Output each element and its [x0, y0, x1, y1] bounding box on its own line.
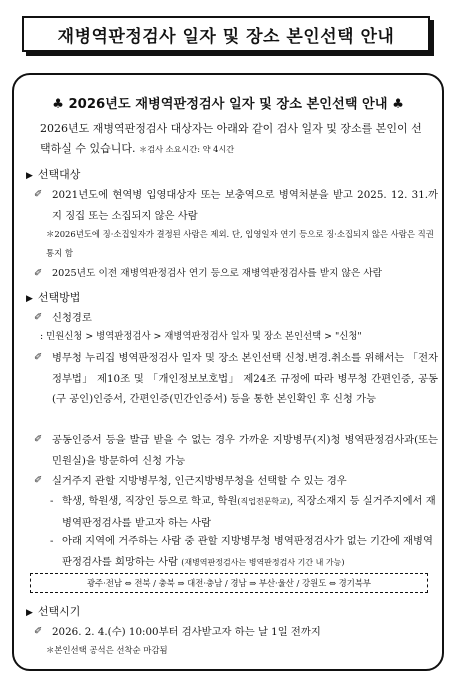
item-text: 신청경로 [52, 312, 92, 324]
dash-text: 학생, 학원생, 직장인 등으로 학교, 학원(직업전문학교), 직장소재지 등 실거주지에서 재병역판정검사를 받고자 하는 사람 [62, 495, 436, 529]
intro-text: 2026년도 재병역판정검사 대상자는 아래와 같이 검사 일자 및 장소를 본인이 선택하실 수 있습니다. [40, 122, 422, 155]
section-label: 선택방법 [37, 291, 81, 304]
section-target-heading [26, 166, 80, 182]
page-title: 재병역판정검사 일자 및 장소 본인선택 안내 [22, 16, 430, 52]
method-dash-1: - 학생, 학원생, 직장인 등으로 학교, 학원(직업전문학교), 직장소재지 등 실거주지에서 재병역판정검사를 받고자 하는 사람 [50, 491, 438, 533]
item-text: 2025년도 이전 재병역판정검사 연기 등으로 재병역판정검사를 받지 않은 사람 [52, 268, 383, 279]
triangle-bullet-icon: ▶ [26, 171, 33, 181]
method-item-3 [34, 430, 438, 471]
section-label: 선택대상 [37, 168, 81, 181]
pen-bullet-icon: ✐ [34, 434, 43, 445]
pen-bullet-icon: ✐ [34, 189, 43, 200]
intro-paragraph [40, 119, 432, 159]
item-text: 병무청 누리집 병역판정검사 일자 및 장소 본인선택 신청.변경.취소를 위해서는 「전자정부법」 제10조 및 「개인정보보호법」 제24조 규정에 따라 병무청 간편인증, 공동(구 공인)인증서, 간편인증(민간인증서) 등을 통한 본인확인 후 신청 가능 [52, 352, 438, 405]
pen-bullet-icon: ✐ [34, 626, 43, 637]
section-method-heading [26, 289, 80, 305]
section-label: 선택시기 [37, 605, 81, 618]
method-item-2 [34, 348, 438, 410]
dash-text: 아래 지역에 거주하는 사람 중 관할 지방병무청 병역판정검사가 없는 기간에 재병역판정검사를 희망하는 사람 (재병역판정검사는 병역판정검사 기간 내 가능) [62, 535, 433, 568]
triangle-bullet-icon: ▶ [26, 608, 33, 618]
pen-bullet-icon: ✐ [34, 268, 43, 279]
period-item-1 [34, 622, 438, 643]
section-period-heading [26, 603, 80, 619]
method-dash-2: - 아래 지역에 거주하는 사람 중 관할 지방병무청 병역판정검사가 없는 기간에 재병역판정검사를 희망하는 사람 (재병역판정검사는 병역판정검사 기간 내 가능) [50, 531, 438, 573]
notice-heading: ♣ 2026년도 재병역판정검사 일자 및 장소 본인선택 안내 ♣ [52, 97, 404, 112]
pen-bullet-icon: ✐ [34, 312, 43, 323]
target-item-2 [34, 264, 438, 285]
item-text: 2021년도에 현역병 입영대상자 또는 보충역으로 병역처분을 받고 2025. 12. 31.까지 징집 또는 소집되지 않은 사람 [52, 189, 438, 222]
method-item-4 [34, 471, 438, 492]
item-text: 2026. 2. 4.(수) 10:00부터 검사받고자 하는 날 1일 전까지 [52, 626, 321, 638]
item-text: 실거주지 관할 지방병무청, 인근지방병무청을 선택할 수 있는 경우 [52, 475, 347, 487]
method-path: : 민원신청 > 병역판정검사 > 재병역판정검사 일자 및 장소 본인선택 > "신청" [40, 331, 362, 342]
target-item-1 [34, 185, 438, 226]
pen-bullet-icon: ✐ [34, 352, 43, 363]
region-box: 광주·전남 ⇔ 전북 / 충북 ⇒ 대전·충남 / 경남 ⇒ 부산·울산 / 강원도 ⇔ 경기북부 [30, 573, 428, 593]
notice-panel [12, 73, 444, 671]
target-item-1-note: ＊2026년도에 징·소집일자가 결정된 사람은 제외. 단, 입영일자 연기 등으로 징·소집되지 않은 사람은 직권통지 함 [46, 229, 434, 258]
period-item-1-note: ＊본인선택 공석은 선착순 마감됨 [46, 645, 168, 655]
page-title-banner [22, 16, 434, 56]
triangle-bullet-icon: ▶ [26, 294, 33, 304]
method-item-1 [34, 308, 438, 329]
item-text: 공동인증서 등을 발급 받을 수 없는 경우 가까운 지방병무(지)청 병역판정검사과(또는 민원실)을 방문하여 신청 가능 [52, 434, 438, 467]
pen-bullet-icon: ✐ [34, 475, 43, 486]
intro-note: ＊검사 소요시간: 약 4시간 [139, 144, 235, 154]
